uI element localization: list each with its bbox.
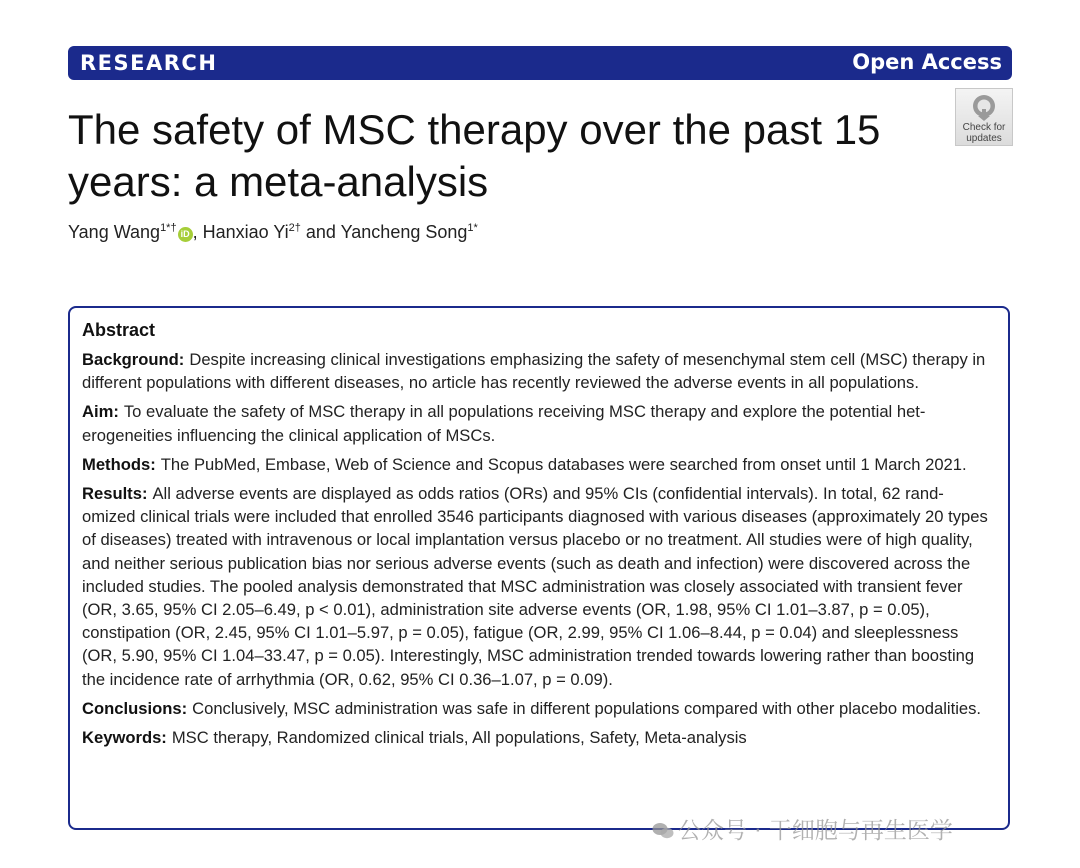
abstract-results [82,482,996,691]
abstract-background [82,348,996,394]
orcid-icon[interactable]: iD [178,227,193,242]
watermark-text: 公众号 · 干细胞与再生医学 [678,818,953,844]
paper-title: The safety of MSC therapy over the past 15 years: a meta-analysis [68,106,881,205]
section-text: The PubMed, Embase, Web of Science and Scopus databases were searched from onset until 1 March 2021. [160,454,967,474]
watermark [652,812,953,845]
check-updates-line2: updates [966,133,1002,144]
author-affiliation: 2† [288,222,301,234]
check-updates-line1: Check for [962,122,1006,133]
abstract-heading: Abstract [82,320,156,340]
header-banner [68,46,1012,80]
section-label: Conclusions: [82,698,188,718]
check-for-updates-button[interactable] [955,88,1013,146]
section-label: Results: [82,484,148,504]
section-text: Despite increasing clinical investigations emphasizing the safety of mesenchymal stem cell (MSC) therapy in different populations with different diseases, no article has recently reviewed the adverse events in all populations. [82,350,986,393]
section-text: MSC therapy, Randomized clinical trials, All populations, Safety, Meta-analysis [171,728,747,748]
wechat-icon [652,822,674,840]
author-name: , Hanxiao Yi [192,222,289,242]
open-access-label: Open Access [852,50,1002,74]
author-affiliation: 1* [467,222,478,234]
abstract-conclusions [82,697,996,720]
section-text: All adverse events are displayed as odds ratios (ORs) and 95% CIs (confidential intervals). In total, 62 rand-omized clinical trials were included that enrolled 3546 participants diagnosed with various diseases (approximately 20 types of diseases) treated with intravenous or local implantation versus placebo or no treatment. All studies were of high quality, and neither serious publication bias nor serious adverse events (such as death and infection) were discovered across the included studies. The pooled analysis demonstrated that MSC administration was closely associated with transient fever (OR, 3.65, 95% CI 2.05–6.49, p < 0.01), administration site adverse events (OR, 1.98, 95% CI 1.01–3.87, p = 0.05), constipation (OR, 2.45, 95% CI 1.01–5.97, p = 0.05), fatigue (OR, 2.99, 95% CI 1.06–8.44, p = 0.04) and sleeplessness (OR, 5.90, 95% CI 1.04–33.47, p = 0.05). Interestingly, MSC administration trended towards lowering rather than boosting the incidence rate of arrhythmia (OR, 0.62, 95% CI 0.36–1.07, p = 0.09). [82,484,988,689]
section-text: Conclusively, MSC administration was safe in different populations compared with other placebo modalities. [192,698,982,718]
author-name: Yang Wang [68,222,161,242]
author-name: and Yancheng Song [300,222,468,242]
abstract-box [68,306,1010,830]
abstract-keywords [82,726,996,749]
section-label: Keywords: [82,728,167,748]
section-text: To evaluate the safety of MSC therapy in all populations receiving MSC therapy and explore the potential het-erogeneities influencing the clinical application of MSCs. [82,402,926,445]
abstract-methods [82,453,996,476]
author-affiliation: 1*† [160,222,177,234]
author-list [68,222,478,243]
section-label: Background: [82,350,185,369]
section-label: Methods: [82,454,156,474]
abstract-aim [82,400,996,446]
check-updates-icon [971,94,997,122]
article-type-label: RESEARCH [80,51,218,75]
section-label: Aim: [82,402,119,422]
